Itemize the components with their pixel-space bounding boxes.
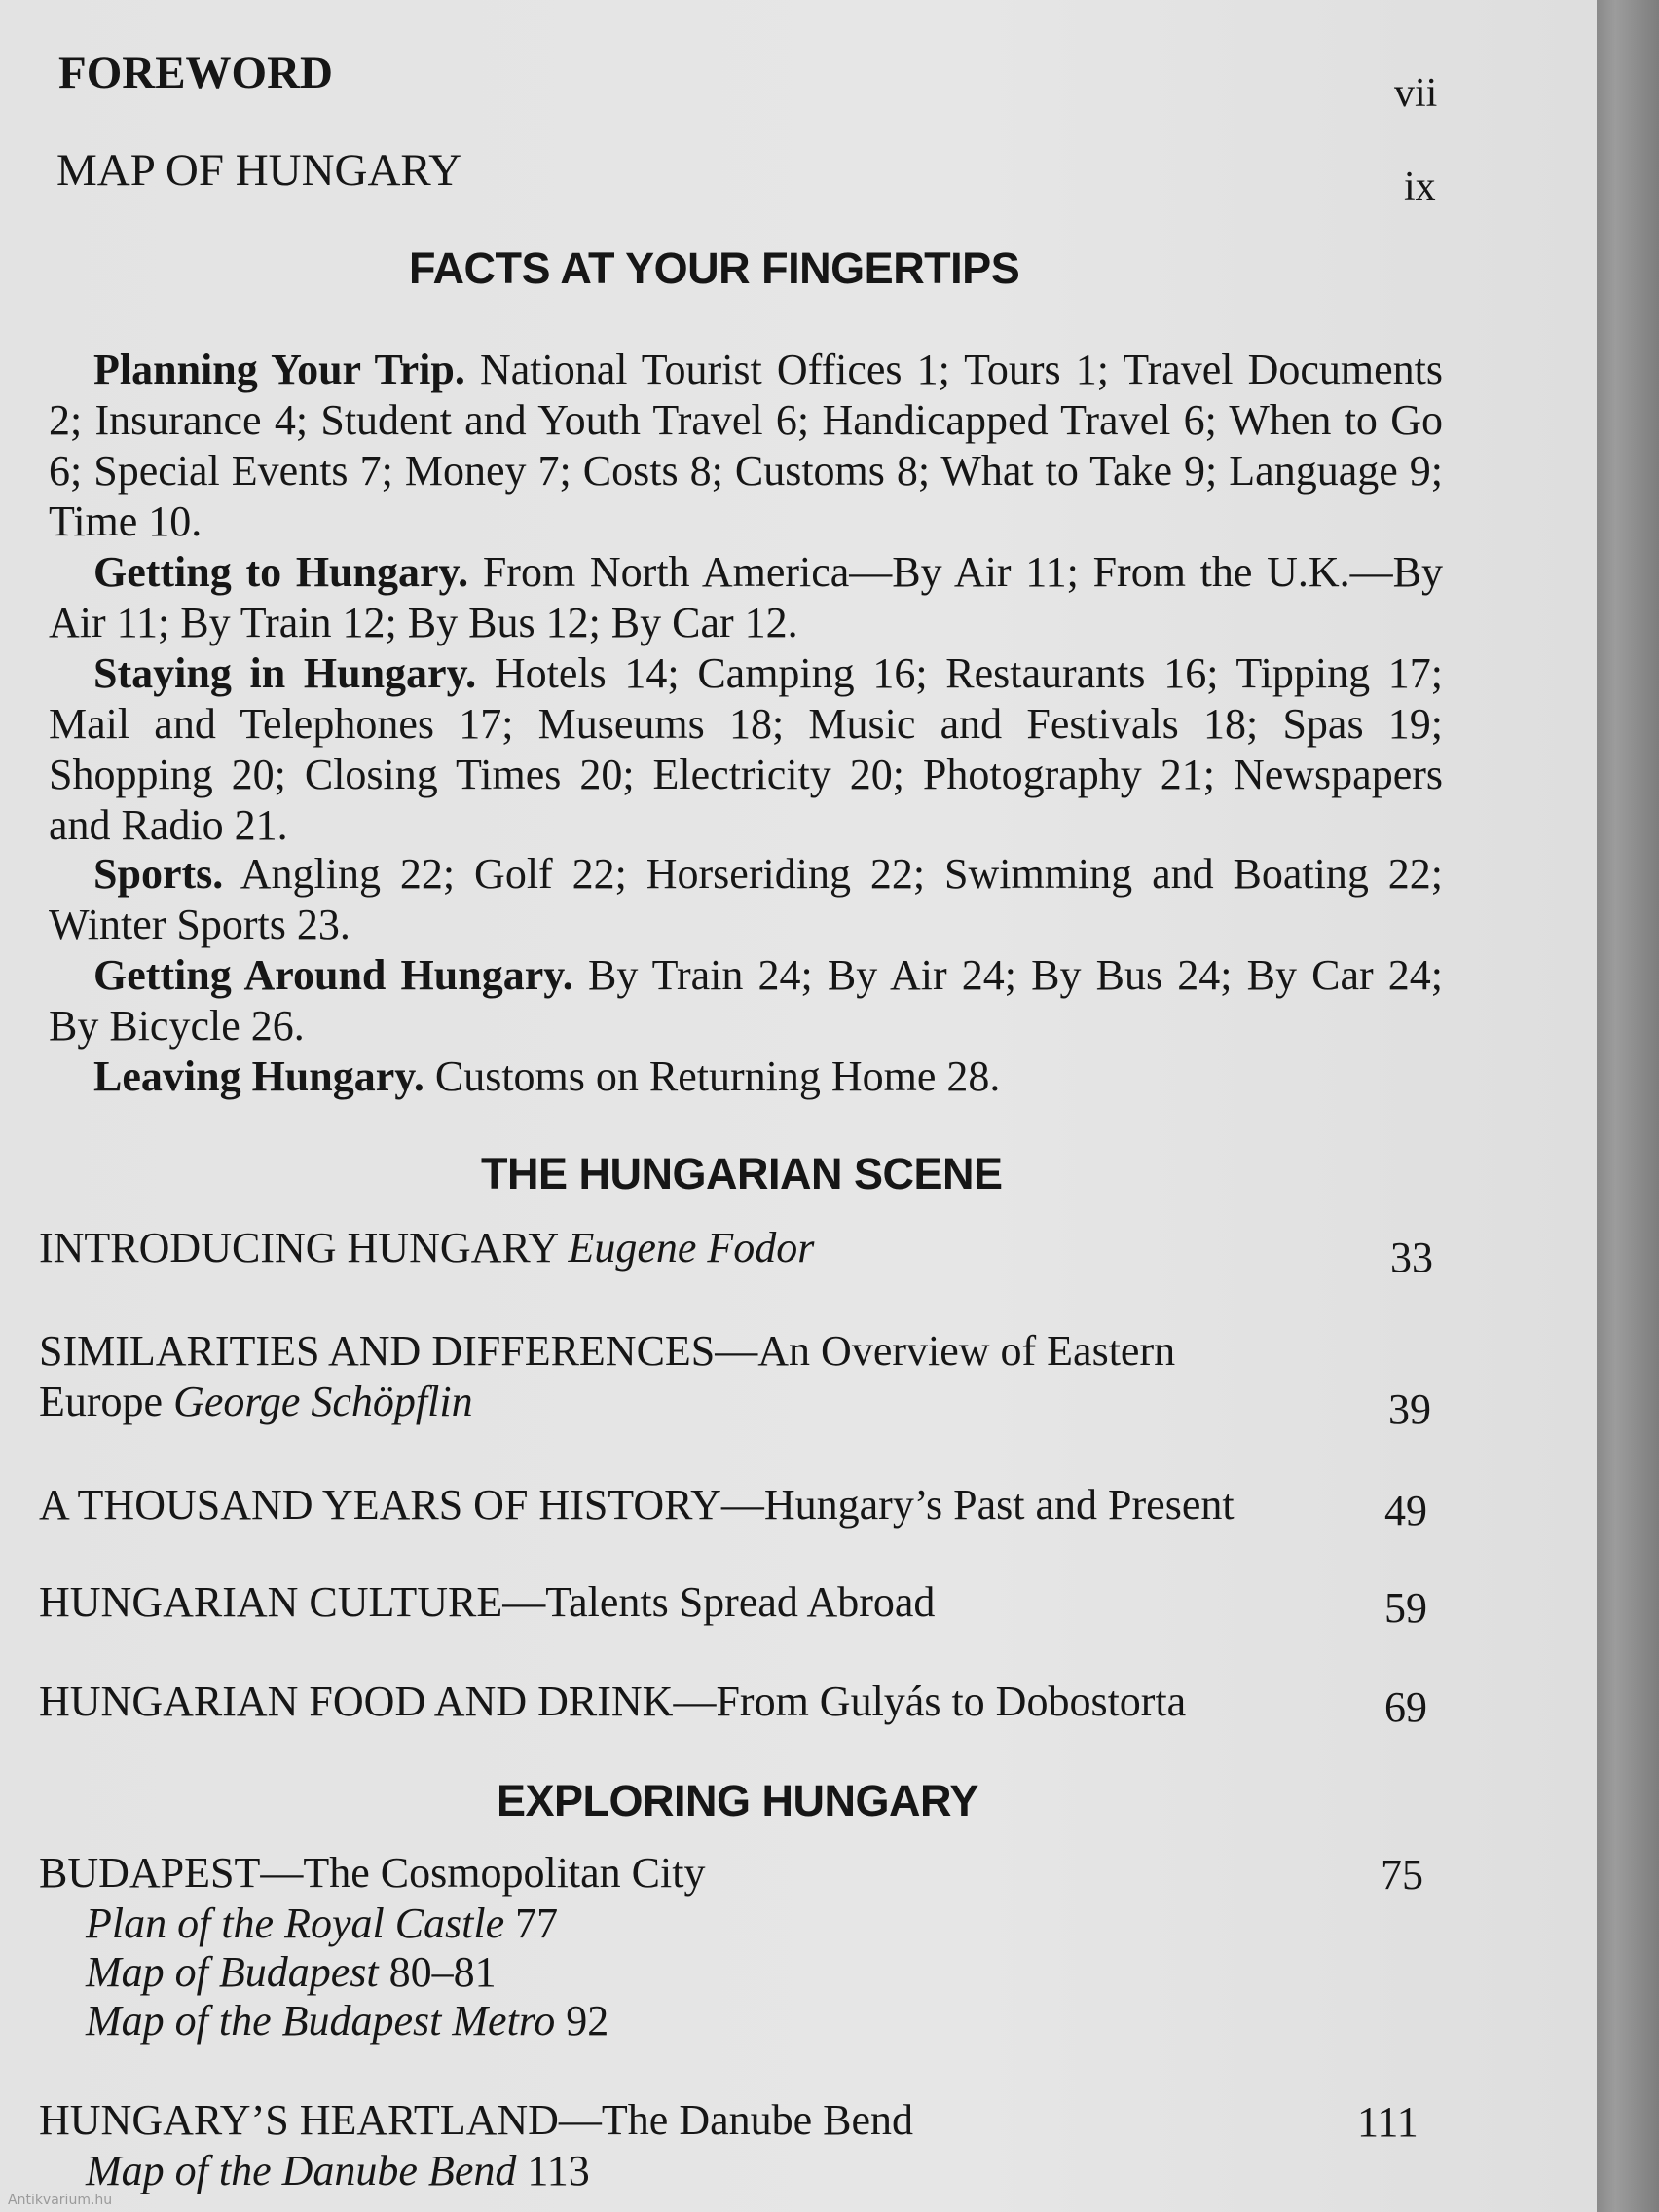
toc-entry-continued xyxy=(39,1377,473,1427)
facts-paragraph-title: Getting to Hungary. xyxy=(93,548,469,596)
toc-entry xyxy=(39,1848,705,1899)
toc-subentry-label: Plan of the Royal Castle xyxy=(86,1899,505,1947)
toc-entry-page: 49 xyxy=(1384,1487,1427,1534)
toc-entry-title: HUNGARIAN FOOD AND DRINK—From Gulyás to Dobostorta xyxy=(39,1677,1187,1725)
toc-entry-author: George Schöpflin xyxy=(173,1378,473,1425)
toc-entry-title: INTRODUCING HUNGARY xyxy=(39,1224,558,1272)
facts-paragraph-text: Customs on Returning Home 28. xyxy=(434,1052,1001,1100)
facts-paragraph-text: From North America—By Air 11; From the U.K.—By Air 11; By Train 12; By Bus 12; By Car 12. xyxy=(49,548,1444,646)
facts-paragraph xyxy=(49,849,1443,950)
toc-entry xyxy=(39,1577,935,1628)
facts-heading: FACTS AT YOUR FINGERTIPS xyxy=(409,243,1020,293)
exploring-heading: EXPLORING HUNGARY xyxy=(497,1776,978,1825)
toc-entry xyxy=(39,2095,913,2146)
toc-entry-page: 59 xyxy=(1384,1584,1427,1632)
facts-paragraph-title: Getting Around Hungary. xyxy=(93,951,573,999)
toc-entry-page: 39 xyxy=(1388,1385,1431,1433)
toc-subentry-page: 77 xyxy=(515,1899,559,1947)
toc-entry xyxy=(39,1677,1186,1727)
toc-entry-title: HUNGARY’S HEARTLAND—The Danube Bend xyxy=(39,2096,914,2144)
facts-paragraph xyxy=(49,1051,1443,1102)
facts-paragraph-title: Leaving Hungary. xyxy=(93,1052,424,1100)
facts-paragraph-text: Angling 22; Golf 22; Horseriding 22; Swimming and Boating 22; Winter Sports 23. xyxy=(49,850,1443,948)
toc-entry-title: HUNGARIAN CULTURE—Talents Spread Abroad xyxy=(39,1578,936,1626)
toc-subentry xyxy=(86,2146,590,2196)
toc-subentry-page: 80–81 xyxy=(388,1948,497,1996)
toc-subentry-label: Map of the Budapest Metro xyxy=(86,1997,556,2045)
toc-entry-page: 111 xyxy=(1357,2098,1419,2146)
map-page: ix xyxy=(1404,165,1436,209)
facts-paragraph xyxy=(49,648,1443,851)
toc-subentry-label: Map of the Danube Bend xyxy=(86,2147,517,2194)
toc-subentry-label: Map of Budapest xyxy=(86,1948,379,1996)
facts-paragraph xyxy=(49,345,1443,547)
foreword-label: FOREWORD xyxy=(58,48,333,98)
toc-entry xyxy=(39,1223,814,1273)
toc-entry-title: SIMILARITIES AND DIFFERENCES—An Overview of Eastern xyxy=(39,1327,1176,1375)
toc-subentry xyxy=(86,1899,558,1949)
toc-entry-title: A THOUSAND YEARS OF HISTORY—Hungary’s Past and Present xyxy=(39,1481,1235,1529)
toc-entry-title: Europe xyxy=(39,1378,164,1425)
toc-subentry xyxy=(86,1947,497,1998)
facts-paragraph-text: National Tourist Offices 1; Tours 1; Travel Documents 2; Insurance 4; Student and Youth Travel 6; Handicapped Travel 6; When to Go 6; Special Events 7; Money 7; Costs 8; Customs 8; What to Take 9; Language 9; Time 10. xyxy=(49,346,1444,545)
foreword-page: vii xyxy=(1394,71,1438,116)
map-label: MAP OF HUNGARY xyxy=(56,145,462,196)
facts-paragraph xyxy=(49,547,1443,648)
toc-entry-title: BUDAPEST—The Cosmopolitan City xyxy=(39,1849,706,1897)
toc-subentry xyxy=(86,1996,608,2046)
toc-entry xyxy=(39,1480,1235,1530)
scene-heading: THE HUNGARIAN SCENE xyxy=(481,1149,1003,1198)
toc-subentry-page: 92 xyxy=(566,1997,609,2045)
toc-entry xyxy=(39,1326,1175,1377)
toc-subentry-page: 113 xyxy=(527,2147,590,2194)
facts-paragraph xyxy=(49,950,1443,1051)
facts-paragraph-title: Planning Your Trip. xyxy=(93,346,465,393)
facts-paragraph-title: Sports. xyxy=(93,850,224,898)
page-edge xyxy=(1597,0,1659,2212)
facts-paragraph-title: Staying in Hungary. xyxy=(93,649,477,697)
toc-entry-page: 33 xyxy=(1390,1234,1433,1281)
toc-entry-page: 75 xyxy=(1381,1851,1423,1899)
toc-entry-page: 69 xyxy=(1384,1683,1427,1731)
facts-paragraph-text: By Train 24; By Air 24; By Bus 24; By Car 24; By Bicycle 26. xyxy=(49,951,1444,1050)
watermark: Antikvarium.hu xyxy=(8,2193,113,2208)
facts-paragraph-text: Hotels 14; Camping 16; Restaurants 16; Tipping 17; Mail and Telephones 17; Museums 18; Music and Festivals 18; Spas 19; Shopping 20; Closing Times 20; Electricity 20; Photography 21; Newspapers and Radio 21. xyxy=(49,649,1444,849)
toc-entry-author: Eugene Fodor xyxy=(568,1224,815,1272)
